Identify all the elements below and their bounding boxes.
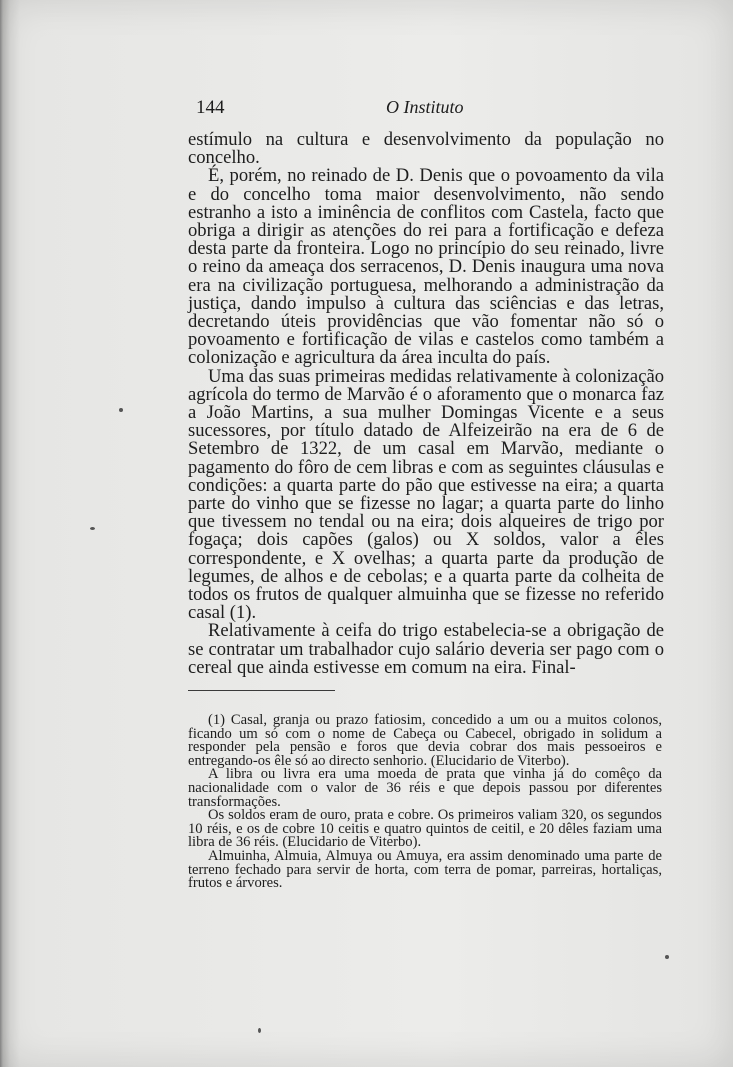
body-paragraph: Uma das suas primeiras medidas relativamente à colonização agrícola do termo de Marvão é o aforamento que o monarca faz a João Martins, a sua mulher Domingas Vicente e a seus sucessores, por título datado de Alfeizeirão na era de 6 de Setembro de 1322, de um casal em Marvão, mediante o pagamento do fôro de cem libras e com as seguintes cláusulas e condições: a quarta parte do pão que estivesse na eira; a quarta parte do vinho que se fizesse no lagar; a quarta parte do linho que tivessem no tendal ou na eira; dois alqueires de trigo por fogaça; dois capões (galos) ou X soldos, valor a êles correspondente, e X ovelhas; a quarta parte da produção de legumes, de alhos e de cebolas; e a quarta parte da colheita de todos os frutos de qualquer almuinha que se fizesse no referido casal (1). — [188, 365, 664, 624]
running-title: O Instituto — [386, 97, 464, 117]
scan-speck — [258, 1028, 261, 1033]
scan-speck — [665, 955, 669, 959]
footnote: (1) Casal, granja ou prazo fatiosim, concedido a um ou a muitos colonos, ficando um só com o nome de Cabeça ou Cabecel, obrigado in solidum a responder pela pensão e foros que devia cobrar dos mais pessoeiros e entregando-os êle só ao directo senhorio. (Elucidario de Viterbo). — [188, 712, 662, 769]
body-paragraph: estímulo na cultura e desenvolvimento da população no concelho. — [188, 129, 664, 169]
page-header — [196, 97, 666, 123]
scan-speck — [119, 408, 123, 412]
footnote: Almuinha, Almuia, Almuya ou Amuya, era assim denominado uma parte de terreno fechado para servir de horta, com terra de pomar, parreiras, hortaliças, frutos e árvores. — [188, 847, 662, 892]
body-paragraph: É, porém, no reinado de D. Denis que o povoamento da vila e do concelho toma maior desenvolvimento, não sendo estranho a isto a iminência de conflitos com Castela, facto que obriga a dirigir as atenções do rei para a fortificação e defeza desta parte da fronteira. Logo no princípio do seu reinado, livre o reino da ameaça dos serracenos, D. Denis inaugura uma nova era na civilização portuguesa, melhorando a administração da justiça, dando impulso à cultura das sciências e das letras, decretando úteis providências que vão fomentar não só o povoamento e fortificação de vilas e castelos como também a colonização e agricultura da área inculta do país. — [188, 165, 664, 369]
page-number: 144 — [196, 97, 225, 118]
footnotes — [188, 714, 662, 891]
footnote-separator — [188, 690, 335, 691]
body-paragraph: Relativamente à ceifa do trigo estabelecia-se a obrigação de se contratar um trabalhador cujo salário deveria ser pago com o cereal que ainda estivesse em comum na eira. Final- — [188, 620, 664, 678]
main-text — [188, 131, 664, 677]
footnote: A libra ou livra era uma moeda de prata que vinha já do comêço da nacionalidade com o valor de 36 réis e que depois passou por diferentes transformações. — [188, 766, 662, 810]
scan-speck — [90, 527, 95, 530]
footnote: Os soldos eram de ouro, prata e cobre. Os primeiros valiam 320, os segundos 10 réis, e os de cobre 10 ceitis e quatro quintos de ceitil, e 20 dêles faziam uma libra de 36 réis. (Elucidario de Viterbo). — [188, 807, 662, 851]
